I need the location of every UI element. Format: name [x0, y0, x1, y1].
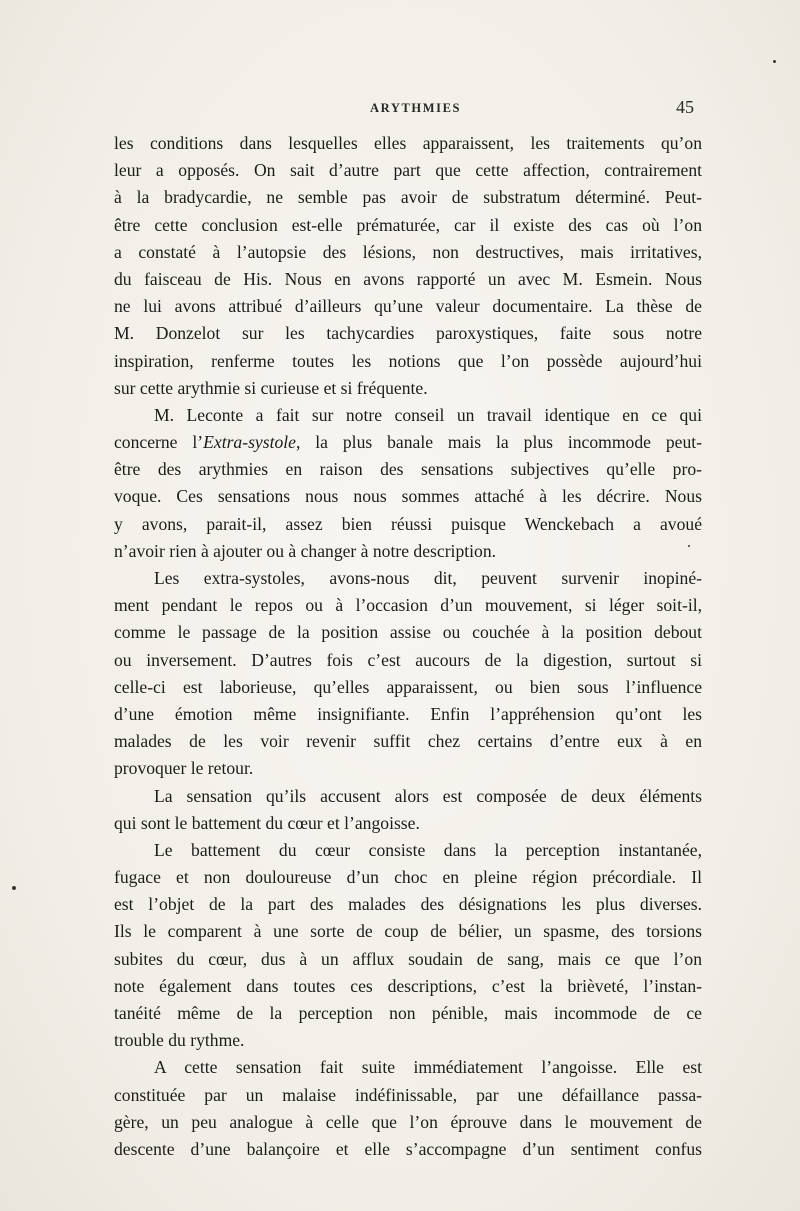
text-line: du faisceau de His. Nous en avons rapporté un avec M. Esmein. Nous [114, 268, 702, 289]
text-line: comme le passage de la position assise ou couchée à la position debout [114, 622, 702, 643]
text-line: inspiration, renferme toutes les notions que l’on possède aujourd’hui [114, 350, 702, 371]
text-segment: , la plus banale mais la plus incommode peut- [295, 432, 702, 453]
text-line: tanéité même de la perception non pénible, mais incommode de ce [114, 1003, 702, 1023]
print-speck [12, 886, 16, 890]
text-line: Ils le comparent à une sorte de coup de bélier, un spasme, des torsions [114, 921, 702, 942]
text-line: subites du cœur, dus à un afflux soudain de sang, mais ce que l’on [114, 948, 702, 969]
text-line: sur cette arythmie si curieuse et si fréquente. [114, 377, 428, 398]
text-line: n’avoir rien à ajouter ou à changer à notre description. [114, 540, 497, 561]
text-line: voque. Ces sensations nous nous sommes attaché à les décrire. Nous [114, 486, 702, 507]
text-line: celle-ci est laborieuse, qu’elles apparaissent, ou bien sous l’influence [114, 676, 702, 697]
text-line: d’une émotion même insignifiante. Enfin l’appréhension qu’ont les [114, 703, 702, 724]
text-line: Les extra-systoles, avons-nous dit, peuvent survenir inopiné- [154, 568, 702, 588]
text-line: être cette conclusion est-elle prématurée, car il existe des cas où l’on [114, 214, 702, 235]
text-line: Le battement du cœur consiste dans la perception instantanée, [154, 839, 702, 860]
text-line: a constaté à l’autopsie des lésions, non destructives, mais irritatives, [114, 241, 702, 262]
text-line: fugace et non douloureuse d’un choc en pleine région précordiale. Il [114, 867, 702, 888]
text-line: y avons, parait-il, assez bien réussi puisque Wenckebach a avoué [114, 513, 702, 534]
text-line: être des arythmies en raison des sensations subjectives qu’elle pro- [114, 459, 702, 480]
text-line: à la bradycardie, ne semble pas avoir de substratum déterminé. Peut- [114, 187, 702, 208]
text-line: M. Donzelot sur les tachycardies paroxystiques, faite sous notre [114, 323, 702, 344]
text-line: trouble du rythme. [114, 1030, 245, 1051]
text-line: malades de les voir revenir suffit chez certains d’entre eux à en [114, 731, 702, 752]
text-line: note également dans toutes ces descriptions, c’est la brièveté, l’instan- [114, 975, 702, 996]
text-line: ou inversement. D’autres fois c’est aucours de la digestion, surtout si [114, 649, 702, 670]
text-line: La sensation qu’ils accusent alors est composée de deux éléments [154, 785, 702, 806]
text-line: qui sont le battement du cœur et l’angoisse. [114, 812, 420, 833]
italic-term: Extra-systole [203, 432, 296, 453]
text-line: A cette sensation fait suite immédiatement l’angoisse. Elle est [154, 1057, 702, 1078]
body-text [114, 130, 702, 1163]
running-head [0, 97, 800, 121]
text-line: est l’objet de la part des malades des désignations les plus diverses. [114, 894, 702, 915]
text-line: leur a opposés. On sait d’autre part que cette affection, contrairement [114, 160, 702, 181]
text-line: les conditions dans lesquelles elles apparaissent, les traitements qu’on [114, 133, 702, 153]
print-speck [688, 545, 690, 547]
text-line-with-italic [114, 429, 702, 456]
text-line: provoquer le retour. [114, 758, 254, 779]
text-line: ment pendant le repos ou à l’occasion d’un mouvement, si léger soit-il, [114, 595, 702, 616]
text-line: constituée par un malaise indéfinissable, par une défaillance passa- [114, 1084, 702, 1105]
print-speck [773, 60, 776, 63]
text-line: ne lui avons attribué d’ailleurs qu’une valeur documentaire. La thèse de [114, 296, 702, 317]
page-number: 45 [676, 97, 694, 117]
text-line: descente d’une balançoire et elle s’accompagne d’un sentiment confus [114, 1138, 702, 1159]
text-segment: concerne l’ [114, 432, 204, 453]
text-line: gère, un peu analogue à celle que l’on éprouve dans le mouvement de [114, 1111, 702, 1132]
text-line: M. Leconte a fait sur notre conseil un travail identique en ce qui [154, 404, 702, 425]
running-title: ARYTHMIES [370, 101, 462, 115]
